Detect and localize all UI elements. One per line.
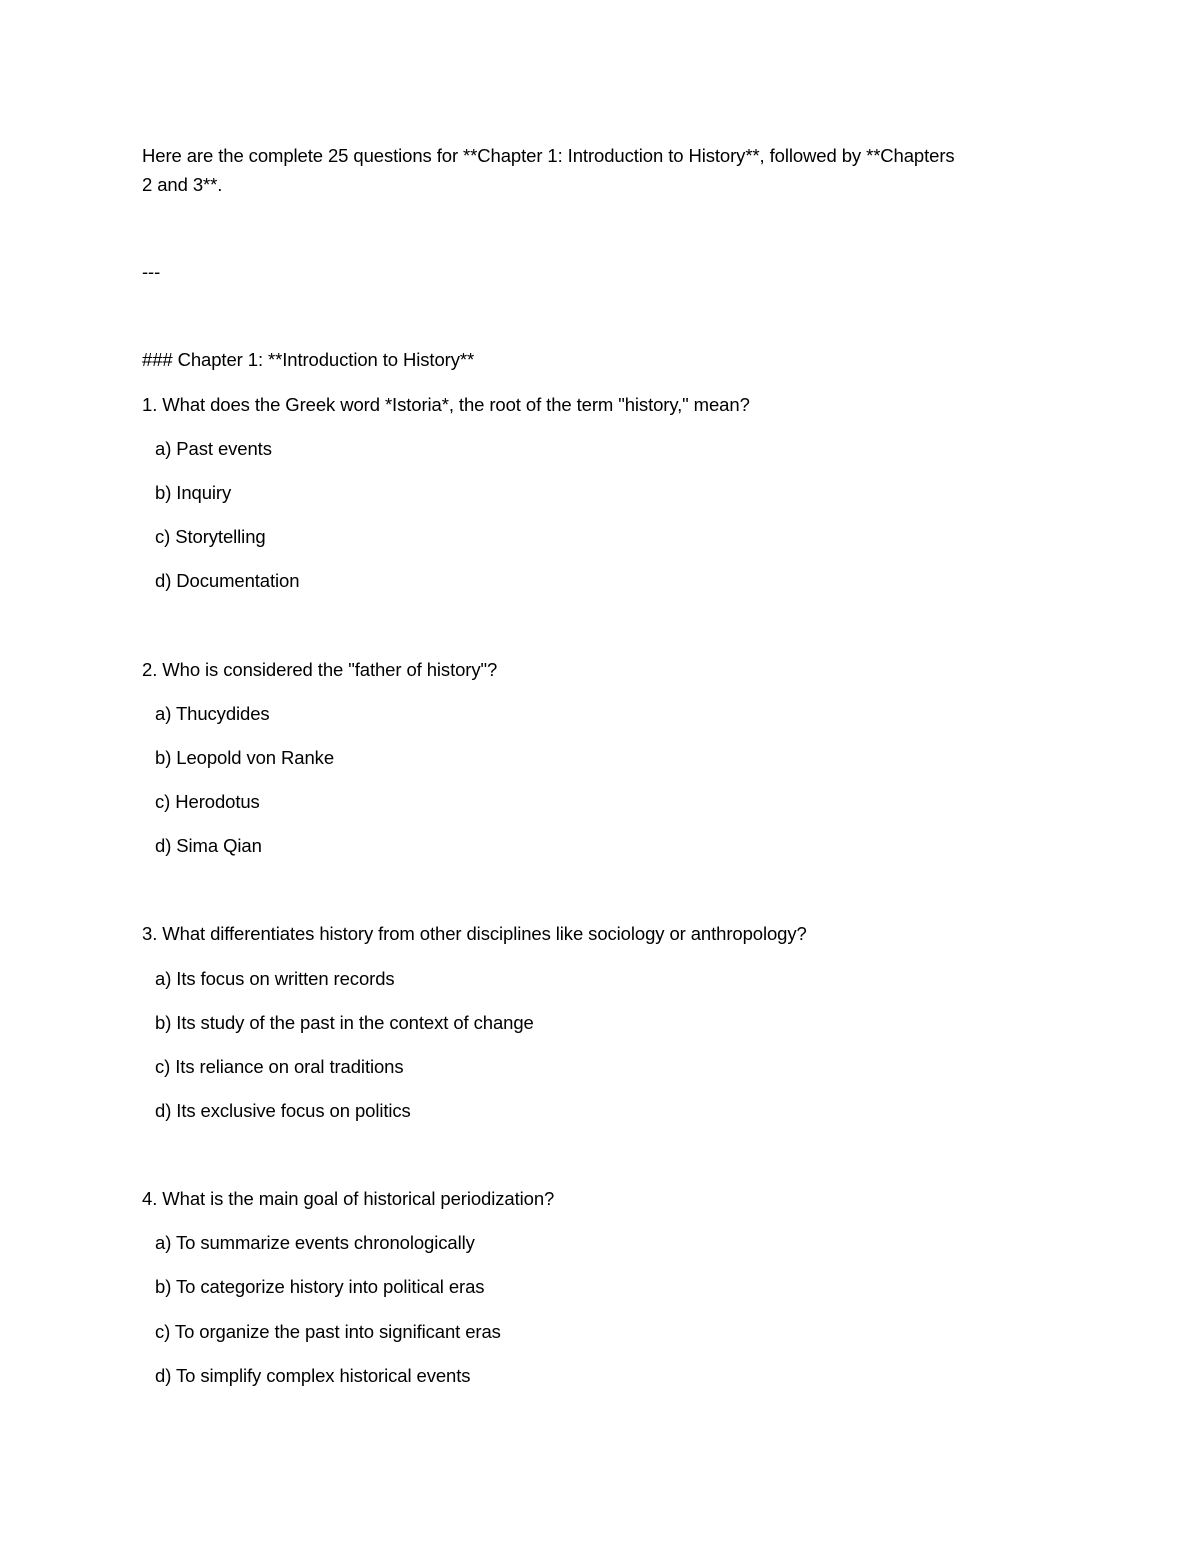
intro-text-line-1: Here are the complete 25 questions for **Chapter 1: Introduction to History**, followed by **Chapters [142,145,955,166]
question-1-option-c: c) Storytelling [155,526,266,547]
separator: --- [142,261,161,282]
question-2-option-a: a) Thucydides [155,703,270,724]
question-1-option-b: b) Inquiry [155,482,232,503]
intro-text-line-2: 2 and 3**. [142,174,223,195]
question-3-option-d: d) Its exclusive focus on politics [155,1100,411,1121]
question-2-option-c: c) Herodotus [155,791,260,812]
question-1-text: 1. What does the Greek word *Istoria*, the root of the term "history," mean? [142,394,750,415]
question-3-option-c: c) Its reliance on oral traditions [155,1056,404,1077]
question-4-text: 4. What is the main goal of historical periodization? [142,1188,555,1209]
question-1-option-a: a) Past events [155,438,272,459]
question-3-text: 3. What differentiates history from other disciplines like sociology or anthropology? [142,923,807,944]
question-1-option-d: d) Documentation [155,570,300,591]
question-3-option-a: a) Its focus on written records [155,968,395,989]
question-2-option-d: d) Sima Qian [155,835,262,856]
question-4-option-b: b) To categorize history into political eras [155,1276,485,1297]
chapter-heading: ### Chapter 1: **Introduction to History** [142,349,475,370]
question-2-text: 2. Who is considered the "father of history"? [142,659,498,680]
question-4-option-a: a) To summarize events chronologically [155,1232,475,1253]
question-4-option-d: d) To simplify complex historical events [155,1365,471,1386]
question-2-option-b: b) Leopold von Ranke [155,747,335,768]
question-3-option-b: b) Its study of the past in the context of change [155,1012,534,1033]
question-4-option-c: c) To organize the past into significant eras [155,1321,501,1342]
